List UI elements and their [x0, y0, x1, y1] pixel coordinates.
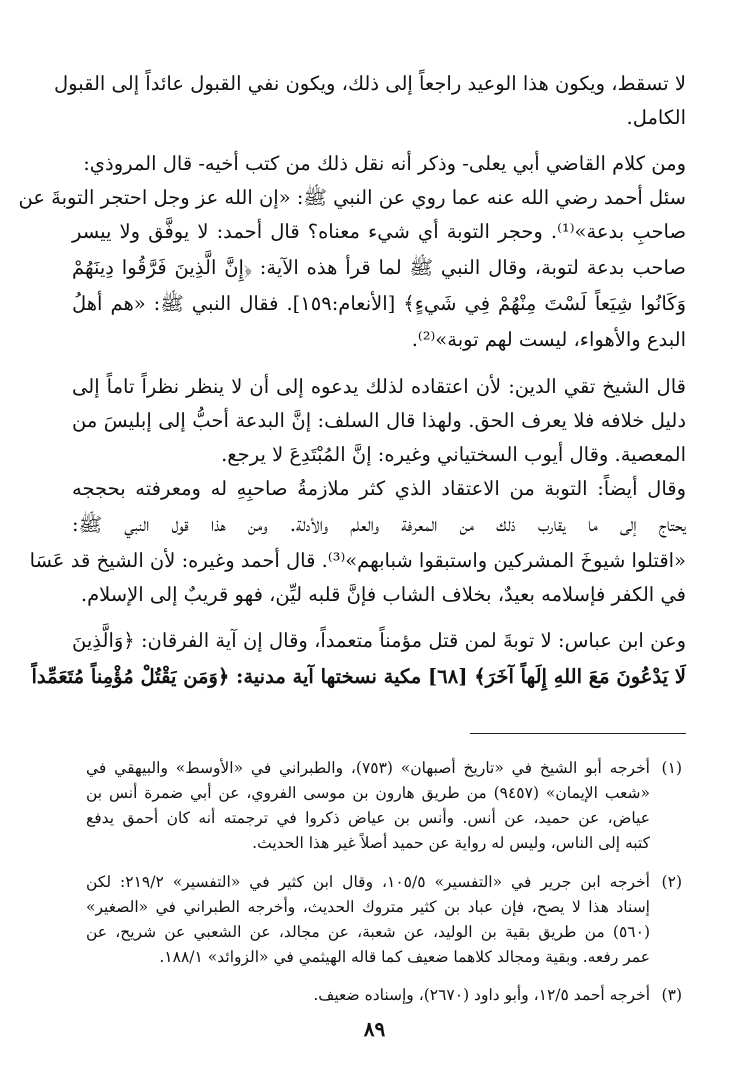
body-line: وَكَانُوا شِيَعاً لَسْتَ مِنْهُمْ فِي شَيءٍ﴾ [الأنعام:١٥٩]. فقال النبي ﷺ: «هم أهلُ [72, 292, 686, 315]
footnote-number: (٣) [661, 986, 682, 1004]
body-line: البدع والأهواء، ليست لهم توبة»⁽²⁾. [411, 328, 686, 351]
footnote-line: أخرجه ابن جرير في «التفسير» ١٠٥/٥، وقال ابن كثير في «التفسير» ٢١٩/٢: لكن [86, 873, 650, 891]
footnote-line: إسناد هذا لا يصح، فإن عباد بن كثير متروك الحديث، وأخرجه الطبراني في «الصغير» [86, 898, 650, 916]
body-line: صاحب بدعة لتوبة، وقال النبي ﷺ لما قرأ هذه الآية: ﴿إِنَّ الَّذِينَ فَرَّقُوا دِينَهُمْ [72, 256, 686, 279]
footnote-number: (١) [661, 759, 682, 777]
body-line: صاحبِ بدعة»⁽¹⁾. وحجر التوبة أي شيء معناه؟ قال أحمد: لا يوفَّق ولا ييسر [72, 220, 686, 243]
page-number: ٨٩ [363, 1017, 386, 1041]
footnote-line: (٥٦٠) من طريق بقية بن الوليد، عن شعبة، عن مجالد، عن الشعبي عن شريح، عن [86, 923, 650, 941]
body-line: سئل أحمد رضي الله عنه عما روي عن النبي ﷺ: «إن الله عز وجل احتجر التوبةَ عن [18, 186, 686, 209]
body-line: لَا يَدْعُونَ مَعَ اللهِ إِلَهاً آخَرَ﴾ [٦٨] مكية نسختها آية مدنية: ﴿وَمَن يَقْتُلْ مُؤْمِناً مُتَعَمِّداً [31, 665, 686, 688]
body-line: ومن كلام القاضي أبي يعلى- وذكر أنه نقل ذلك من كتب أخيه- قال المروذي: [83, 152, 686, 175]
body-line: وقال أيضاً: التوبة من الاعتقاد الذي كثر ملازمةُ صاحبِهِ له ومعرفته بحججه [72, 477, 686, 500]
body-line: يحتاج إلى ما يقارب ذلك من المعرفة والعلم والأدلة. ومن هذا قول النبي ﷺ: [72, 513, 686, 536]
body-line: دليل خلافه فلا يعرف الحق. ولهذا قال السلف: إنَّ البدعة أحبُّ إلى إبليسَ من [72, 409, 686, 432]
footnote-line: أخرجه أحمد ١٢/٥، وأبو داود (٢٦٧٠)، وإسناده ضعيف. [313, 986, 650, 1004]
body-line: وعن ابن عباس: لا توبةَ لمن قتل مؤمناً متعمداً، وقال إن آية الفرقان: ﴿وَالَّذِينَ [72, 629, 686, 652]
footnote-divider [470, 733, 686, 734]
footnote-number: (٢) [661, 873, 682, 891]
body-line: في الكفر فإسلامه بعيدٌ، بخلاف الشاب فإنَّ قلبه ليِّن، فهو قريبٌ إلى الإسلام. [80, 583, 686, 606]
body-line: الكامل. [626, 106, 686, 129]
body-line: «اقتلوا شيوخَ المشركين واستبقوا شبابهم»⁽³⁾. قال أحمد وغيره: لأن الشيخ قد عَسَا [29, 549, 686, 572]
footnote-line: أخرجه أبو الشيخ في «تاريخ أصبهان» (٧٥٣)، والطبراني في «الأوسط» والبيهقي في [86, 759, 650, 777]
footnote-line: عمر رفعه. وبقية ومجالد كلاهما ضعيف كما قاله الهيثمي في «الزوائد» ١٨٨/١. [159, 948, 650, 966]
footnote-line: عياض، عن حميد، عن أنس. وأنس بن عياض ذكروا في ترجمته أنه كان أحمق يدفع [86, 809, 650, 827]
footnote-line: كتبه إلى الناس، وليس له رواية عن حميد أصلاً غير هذا الحديث. [252, 834, 650, 852]
body-line: قال الشيخ تقي الدين: لأن اعتقاده لذلك يدعوه إلى أن لا ينظر نظراً تاماً إلى [72, 375, 686, 398]
body-line: المعصية. وقال أيوب السختياني وغيره: إنَّ المُبْتَدِعَ لا يرجع. [221, 443, 686, 466]
body-line: لا تسقط، ويكون هذا الوعيد راجعاً إلى ذلك، ويكون نفي القبول عائداً إلى القبول [53, 72, 686, 95]
footnote-line: «شعب الإيمان» (٩٤٥٧) من طريق هارون بن موسى الفروي، عن أبي ضمرة أنس بن [86, 784, 650, 802]
